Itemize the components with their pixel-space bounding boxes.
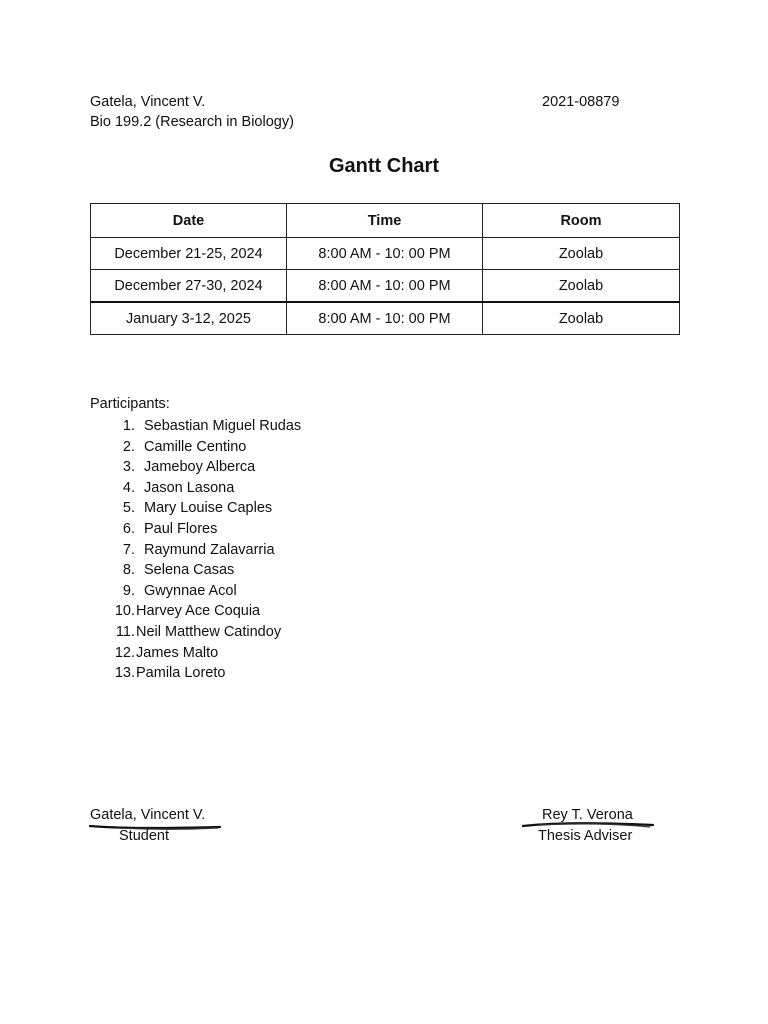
list-item (90, 560, 301, 581)
course-title: Bio 199.2 (Research in Biology) (90, 114, 294, 130)
participant-name: Raymund Zalavarria (144, 541, 275, 558)
list-number: 6. (122, 520, 135, 537)
cell-date: December 27-30, 2024 (91, 270, 287, 303)
cell-room: Zoolab (483, 270, 680, 303)
participants-label: Participants: (90, 396, 170, 412)
participant-name: Mary Louise Caples (144, 500, 273, 517)
table-row (91, 302, 680, 335)
list-number: 1. (122, 418, 135, 434)
list-item (90, 478, 301, 499)
list-number: 8. (122, 562, 135, 579)
list-number: 11. (115, 623, 135, 640)
list-item (90, 581, 301, 602)
column-header-time: Time (287, 204, 483, 238)
list-item (90, 663, 301, 684)
participant-name: Paul Flores (144, 520, 218, 537)
list-item (90, 622, 301, 643)
list-number: 10. (114, 603, 135, 620)
participant-name: James Malto (136, 644, 219, 661)
cell-time: 8:00 AM - 10: 00 PM (287, 270, 483, 303)
participants-list (90, 416, 301, 684)
cell-time: 8:00 AM - 10: 00 PM (287, 238, 483, 270)
student-name-header: Gatela, Vincent V. (90, 94, 206, 110)
list-number: 4. (122, 479, 135, 496)
list-number: 7. (122, 541, 135, 558)
list-number: 2. (122, 438, 135, 455)
cell-room: Zoolab (483, 238, 680, 270)
page-title: Gantt Chart (329, 155, 439, 177)
participant-name: Jason Lasona (144, 479, 235, 496)
column-header-date: Date (91, 204, 287, 238)
adviser-signature-name: Rey T. Verona (542, 807, 633, 823)
list-item (90, 519, 301, 540)
list-item (90, 643, 301, 664)
student-signature-name: Gatela, Vincent V. (90, 807, 206, 823)
participant-name: Camille Centino (144, 438, 247, 455)
list-number: 13. (114, 665, 135, 682)
list-item (90, 437, 301, 458)
table-header-row (91, 204, 680, 238)
participant-name: Harvey Ace Coquia (136, 603, 261, 620)
list-number: 12. (114, 644, 135, 661)
schedule-table (90, 203, 680, 335)
student-id: 2021-08879 (542, 94, 620, 110)
list-item (90, 601, 301, 622)
table-row (91, 270, 680, 303)
participant-name: Jameboy Alberca (144, 459, 256, 476)
cell-time: 8:00 AM - 10: 00 PM (287, 302, 483, 335)
list-item (90, 457, 301, 478)
adviser-role-label: Thesis Adviser (538, 828, 633, 844)
table-row (91, 238, 680, 270)
list-item (90, 498, 301, 519)
cell-date: December 21-25, 2024 (91, 238, 287, 270)
cell-room: Zoolab (483, 302, 680, 335)
participant-name: Gwynnae Acol (144, 582, 237, 599)
participant-name: Neil Matthew Catindoy (136, 623, 282, 640)
list-number: 9. (122, 582, 135, 599)
participant-name: Selena Casas (144, 562, 235, 579)
participant-name: Pamila Loreto (136, 665, 226, 682)
cell-date: January 3-12, 2025 (91, 302, 287, 335)
list-item (90, 540, 301, 561)
list-number: 5. (122, 500, 135, 517)
student-role-label: Student (119, 828, 169, 844)
list-item (90, 416, 301, 437)
list-number: 3. (122, 459, 135, 476)
participant-name: Sebastian Miguel Rudas (144, 418, 302, 434)
column-header-room: Room (483, 204, 680, 238)
